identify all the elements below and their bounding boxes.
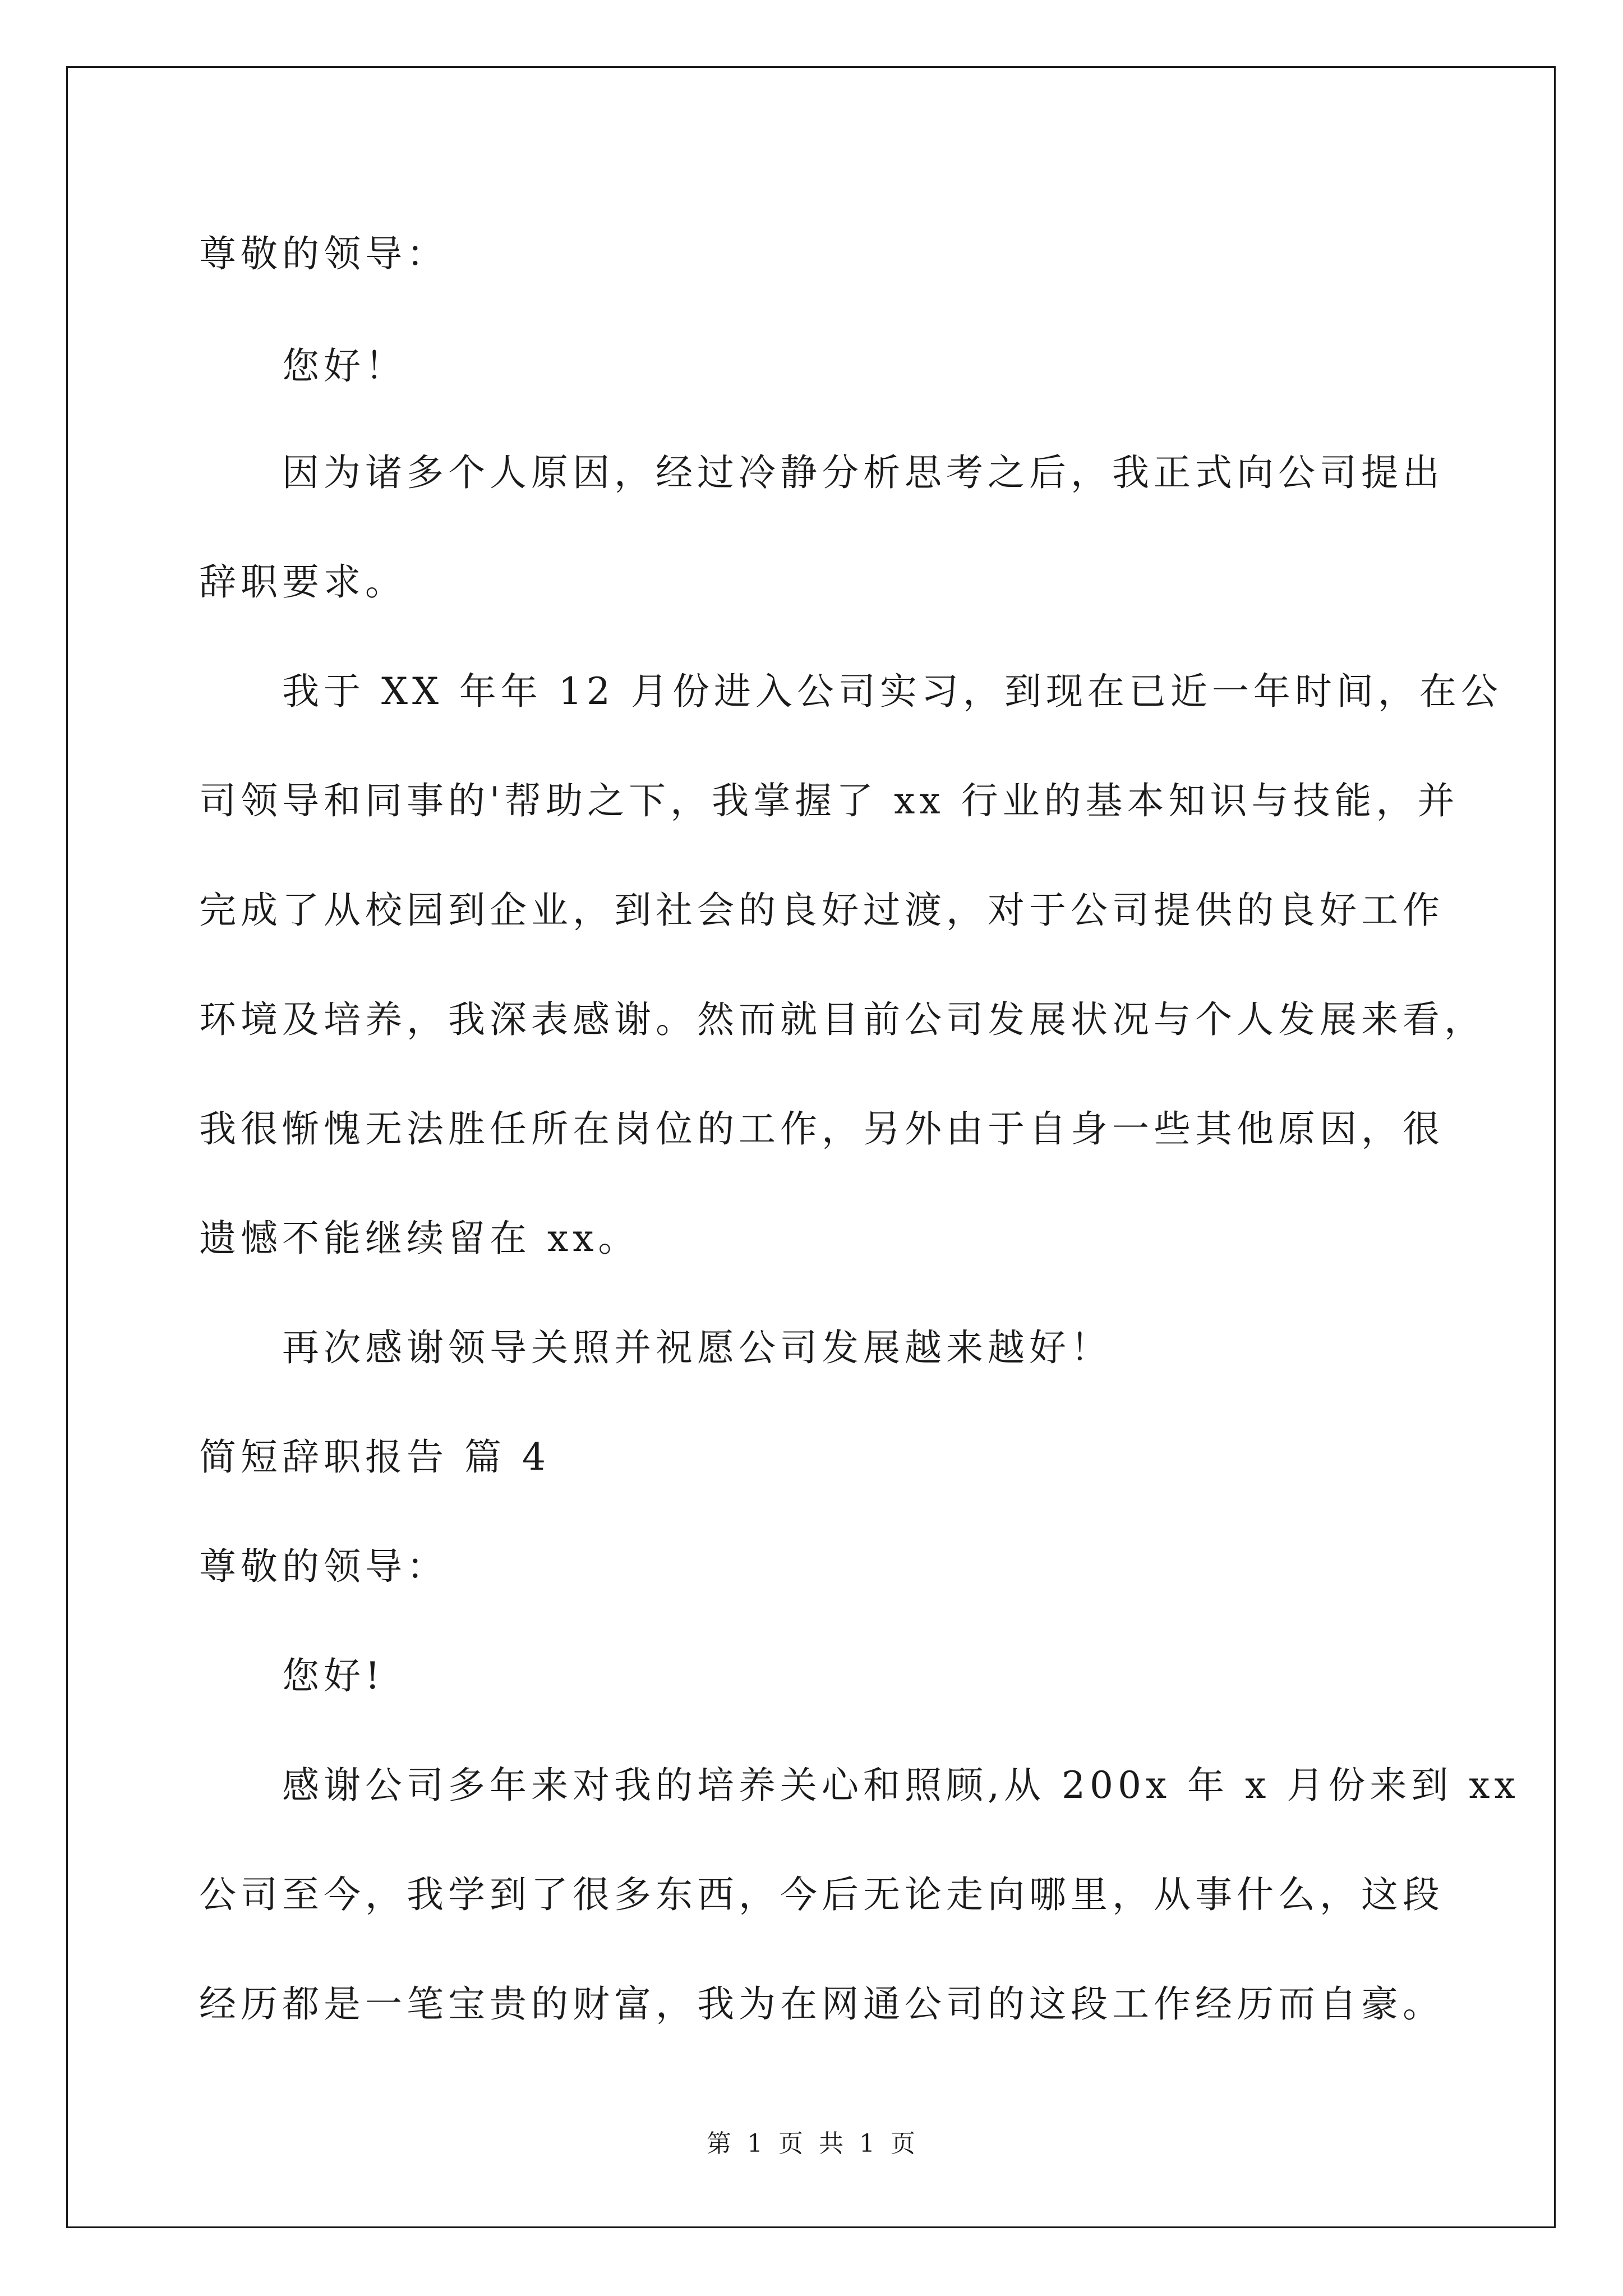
- section-heading: 简短辞职报告 篇 4: [199, 1435, 550, 1479]
- paragraph-3-line-1: 感谢公司多年来对我的培养关心和照顾,从 200x 年 x 月份来到 xx: [282, 1764, 1520, 1807]
- closing-line: 再次感谢领导关照并祝愿公司发展越来越好！: [282, 1326, 1112, 1369]
- paragraph-2-line-5: 我很惭愧无法胜任所在岗位的工作，另外由于自身一些其他原因，很: [199, 1107, 1444, 1151]
- paragraph-2-line-2: 司领导和同事的'帮助之下，我掌握了 xx 行业的基本知识与技能，并: [199, 779, 1459, 822]
- greeting-2: 您好!: [282, 1654, 385, 1697]
- paragraph-2-line-3: 完成了从校园到企业，到社会的良好过渡，对于公司提供的良好工作: [199, 889, 1444, 932]
- salutation-2: 尊敬的领导：: [199, 1545, 448, 1588]
- salutation-1: 尊敬的领导：: [199, 232, 448, 275]
- paragraph-3-line-3: 经历都是一笔宝贵的财富，我为在网通公司的这段工作经历而自豪。: [199, 1982, 1444, 2026]
- paragraph-2-line-4: 环境及培养，我深表感谢。然而就目前公司发展状况与个人发展来看，: [199, 998, 1486, 1041]
- page-footer: 第 1 页 共 1 页: [707, 2129, 916, 2158]
- paragraph-2-line-1: 我于 XX 年年 12 月份进入公司实习，到现在已近一年时间，在公: [282, 670, 1502, 713]
- paragraph-2-line-6: 遗憾不能继续留在 xx。: [199, 1217, 640, 1260]
- paragraph-1-line-2: 辞职要求。: [199, 560, 407, 604]
- paragraph-1-line-1: 因为诸多个人原因，经过冷静分析思考之后，我正式向公司提出: [282, 451, 1444, 494]
- paragraph-3-line-2: 公司至今，我学到了很多东西，今后无论走向哪里，从事什么，这段: [199, 1873, 1444, 1916]
- greeting-1: 您好！: [282, 344, 407, 388]
